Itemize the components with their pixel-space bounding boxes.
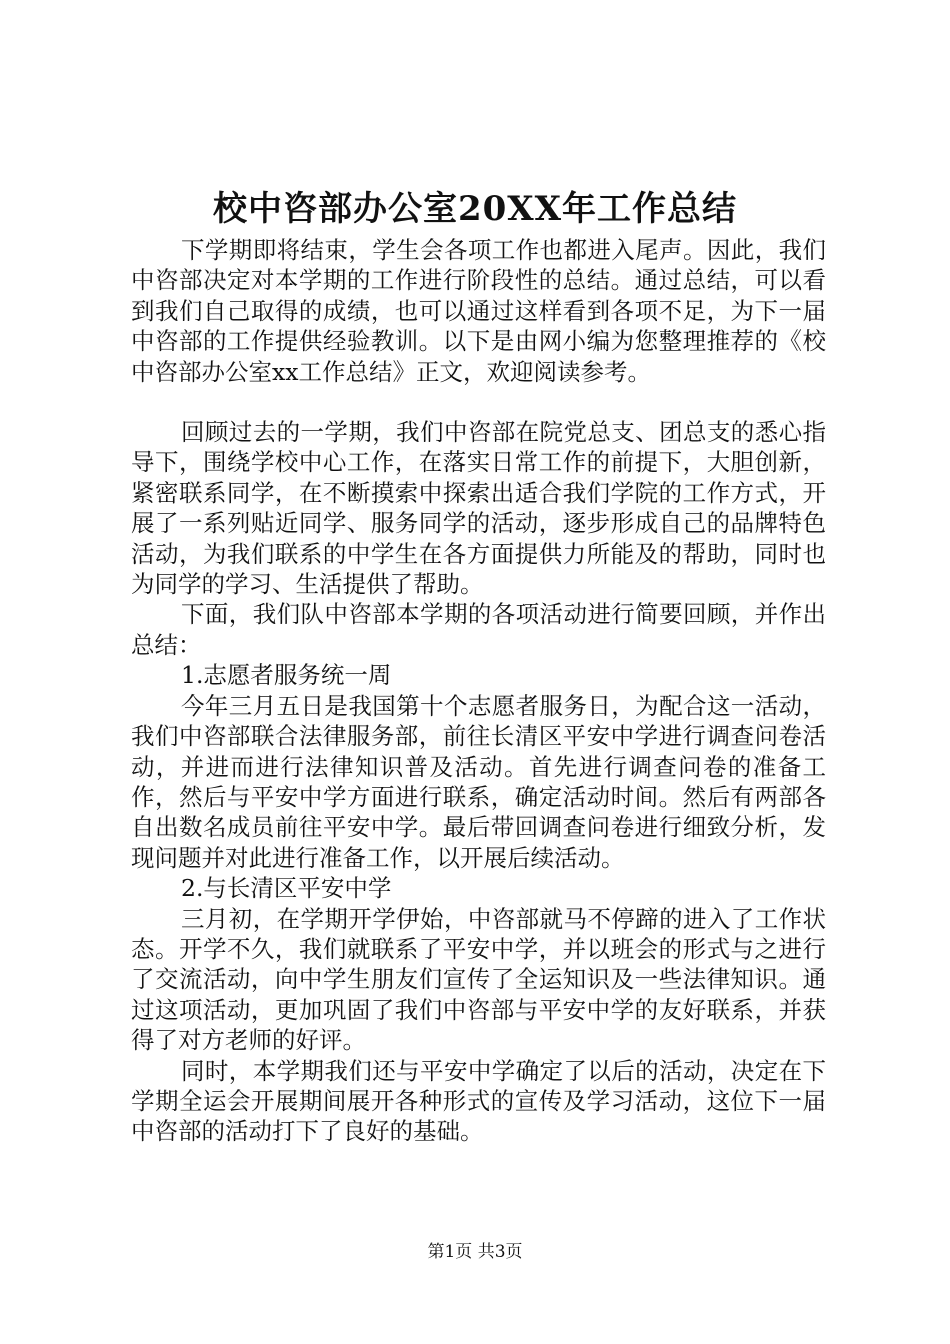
paragraph-section-2a: 三月初，在学期开学伊始，中咨部就马不停蹄的进入了工作状态。开学不久，我们就联系了平安中学，并以班会的形式与之进行了交流活动，向中学生朋友们宣传了全运知识及一些法律知识。通过这项活动，更加巩固了我们中咨部与平安中学的友好联系，并获得了对方老师的好评。 bbox=[131, 904, 826, 1055]
paragraph-summary-lead: 下面，我们队中咨部本学期的各项活动进行简要回顾，并作出总结： bbox=[131, 600, 826, 659]
section-heading-1: 1.志愿者服务统一周 bbox=[181, 661, 392, 690]
paragraph-intro: 下学期即将结束，学生会各项工作也都进入尾声。因此，我们中咨部决定对本学期的工作进行阶段性的总结。通过总结，可以看到我们自己取得的成绩，也可以通过这样看到各项不足，为下一届中咨部的工作提供经验教训。以下是由网小编为您整理推荐的《校中咨部办公室xx工作总结》正文，欢迎阅读参考。 bbox=[131, 236, 826, 386]
document-body bbox=[131, 235, 826, 1147]
section-heading-2: 2.与长清区平安中学 bbox=[181, 874, 392, 903]
document-title: 校中咨部办公室20XX年工作总结 bbox=[212, 189, 738, 229]
page-footer: 第1页 共3页 bbox=[427, 1242, 523, 1262]
paragraph-review: 回顾过去的一学期，我们中咨部在院党总支、团总支的悉心指导下，围绕学校中心工作，在落实日常工作的前提下，大胆创新，紧密联系同学，在不断摸索中探索出适合我们学院的工作方式，开展了一系列贴近同学、服务同学的活动，逐步形成自己的品牌特色活动，为我们联系的中学生在各方面提供力所能及的帮助，同时也为同学的学习、生活提供了帮助。 bbox=[131, 418, 826, 599]
paragraph-section-1: 今年三月五日是我国第十个志愿者服务日，为配合这一活动，我们中咨部联合法律服务部，前往长清区平安中学进行调查问卷活动，并进而进行法律知识普及活动。首先进行调查问卷的准备工作，然后与平安中学方面进行联系，确定活动时间。然后有两部各自出数名成员前往平安中学。最后带回调查问卷进行细致分析，发现问题并对此进行准备工作，以开展后续活动。 bbox=[131, 691, 826, 872]
paragraph-section-2b: 同时，本学期我们还与平安中学确定了以后的活动，决定在下学期全运会开展期间展开各种形式的宣传及学习活动，这位下一届中咨部的活动打下了良好的基础。 bbox=[131, 1056, 826, 1146]
